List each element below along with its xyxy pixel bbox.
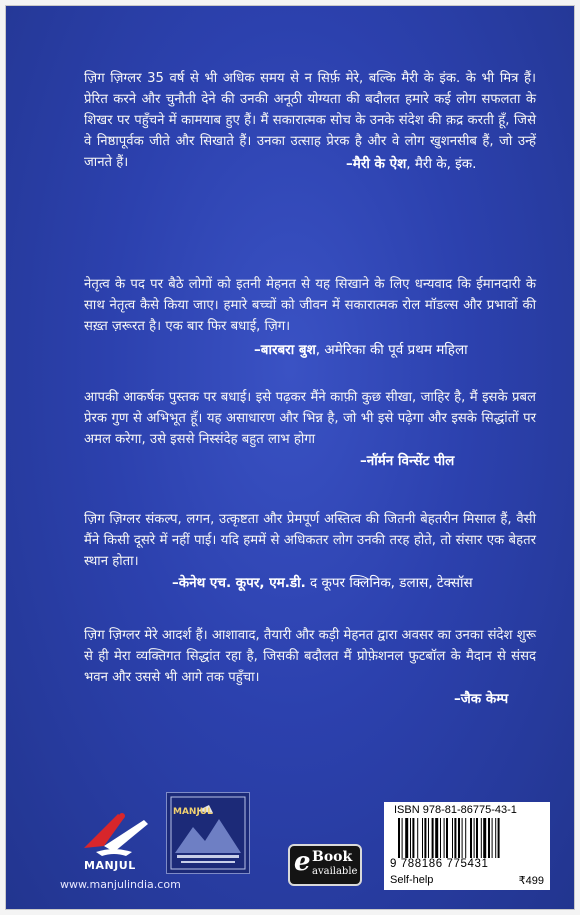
quote-text-3: आपकी आकर्षक पुस्तक पर बधाई। इसे पढ़कर मैंने काफ़ी कुछ सीखा, जाहिर है, मैं इसके प्रबल प्रेरक गुण से अभिभूत हूँ। यह असाधारण और भिन्न है, जो भी इसे पढ़ेगा और इसके सिद्धांतों पर अमल करेगा, उसे इससे निस्संदेह बहुत लाभ होगा (84, 390, 536, 447)
barcode-stripe (444, 818, 445, 858)
barcode-icon (398, 818, 544, 858)
quote-text-1: ज़िग ज़िग्लर 35 वर्ष से भी अधिक समय से न सिर्फ़ मेरे, बल्कि मैरी के इंक. के भी मित्र हैं। प्रेरित करने और चुनौती देने की उनकी अनूठी योग्यता की बदौलत हमारे कई लोग सफलता के शिखर पर पहुँचने में कामयाब हुए हैं। मैं सकारात्मक सोच के उनके संदेश की क़द्र करती हूँ, जिसे वे निष्ठापूर्वक जीते और सिखाते हैं। उनका उत्साह प्रेरक है और वे लोग खुशनसीब हैं, जो उन्हें जानते हैं। (84, 71, 536, 170)
barcode-stripe (454, 818, 456, 858)
quote-attribution-2 (254, 340, 468, 358)
ebook-letter: e (294, 847, 311, 877)
barcode-stripe (476, 818, 478, 858)
barcode-stripe (428, 818, 429, 858)
ebook-word: Book (312, 849, 353, 865)
isbn-label: ISBN 978-81-86775-43-1 (394, 804, 517, 816)
quote-affiliation-1: , मैरी के, इंक. (406, 156, 477, 172)
barcode-stripe (470, 818, 472, 858)
quote-affiliation-4: द कूपर क्लिनिक, डलास, टेक्सॉस (305, 575, 473, 591)
barcode-stripe (435, 818, 438, 858)
barcode-stripe (483, 818, 486, 858)
barcode-stripe (412, 818, 414, 858)
publisher-website: www.manjulindia.com (60, 878, 181, 891)
quote-text-4: ज़िग ज़िग्लर संकल्प, लगन, उत्कृष्टता और प्रेमपूर्ण अस्तित्व की जितनी बेहतरीन मिसाल हैं, वैसी मैंने किसी दूसरे में नहीं पाई। यदि हममें से अधिकतर लोग उनकी तरह होते, तो संसार एक बेहतर स्थान होता। (84, 512, 536, 569)
barcode-stripe (422, 818, 423, 858)
quote-author-5: –जैक केम्प (454, 691, 509, 707)
barcode-box (384, 802, 550, 890)
quote-text-5: ज़िग ज़िग्लर मेरे आदर्श हैं। आशावाद, तैयारी और कड़ी मेहनत द्वारा अवसर का उनका संदेश शुरू से ही मेरा व्यक्तिगत सिद्धांत रहा है, जिसकी बदौलत मैं प्रोफ़ेशनल फुटबॉल के मैदान से संसद भवन और उससे भी आगे तक पहुँचा। (84, 628, 536, 685)
barcode-stripe (498, 818, 500, 858)
barcode-stripe (492, 818, 493, 858)
quote-affiliation-2: , अमेरिका की पूर्व प्रथम महिला (315, 342, 468, 358)
manjul-stamp-badge (166, 792, 250, 874)
barcode-stripe (481, 818, 482, 858)
barcode-stripe (462, 818, 463, 858)
ebook-status: available (312, 866, 358, 877)
barcode-stripe (474, 818, 475, 858)
quote-attribution-3 (360, 451, 454, 469)
barcode-stripe (398, 818, 400, 858)
stamp-title: MANJUL (173, 807, 213, 817)
barcode-stripe (432, 818, 434, 858)
barcode-stripe (465, 818, 466, 858)
ebook-badge (288, 844, 362, 886)
price-label: ₹499 (518, 875, 544, 887)
quote-attribution-5 (454, 689, 508, 707)
stamp-artwork (167, 793, 249, 873)
quote-author-1: –मैरी के ऐश (346, 156, 407, 172)
barcode-stripe (488, 818, 490, 858)
quote-attribution-4 (172, 573, 473, 591)
quote-text-2: नेतृत्व के पद पर बैठे लोगों को इतनी मेहनत से यह सिखाने के लिए धन्यवाद कि ईमानदारी के साथ नेतृत्व कैसे किया जाए। हमारे बच्चों को जीवन में सकारात्मक रोल मॉडल्स और प्रभावों की सख़्त ज़रूरत है। एक बार फिर बधाई, ज़िग। (84, 277, 536, 334)
barcode-stripe (417, 818, 418, 858)
barcode-stripe (495, 818, 496, 858)
barcode-stripe (458, 818, 460, 858)
barcode-stripe (405, 818, 408, 858)
barcode-stripe (452, 818, 453, 858)
quote-attribution-1 (346, 154, 476, 172)
quote-author-4: –केनेथ एच. कूपर, एम.डी. (172, 575, 306, 591)
barcode-stripe (446, 818, 448, 858)
barcode-digits: 9 788186 775431 (390, 858, 489, 870)
barcode-stripe (424, 818, 426, 858)
publisher-name: MANJUL (84, 859, 136, 872)
barcode-stripe (410, 818, 411, 858)
back-cover (6, 6, 574, 909)
genre-label: Self-help (390, 874, 434, 886)
barcode-stripe (402, 818, 403, 858)
quote-author-3: –नॉर्मन विन्सेंट पील (360, 453, 455, 469)
barcode-stripe (440, 818, 441, 858)
quote-author-2: –बारबरा बुश (254, 342, 316, 358)
